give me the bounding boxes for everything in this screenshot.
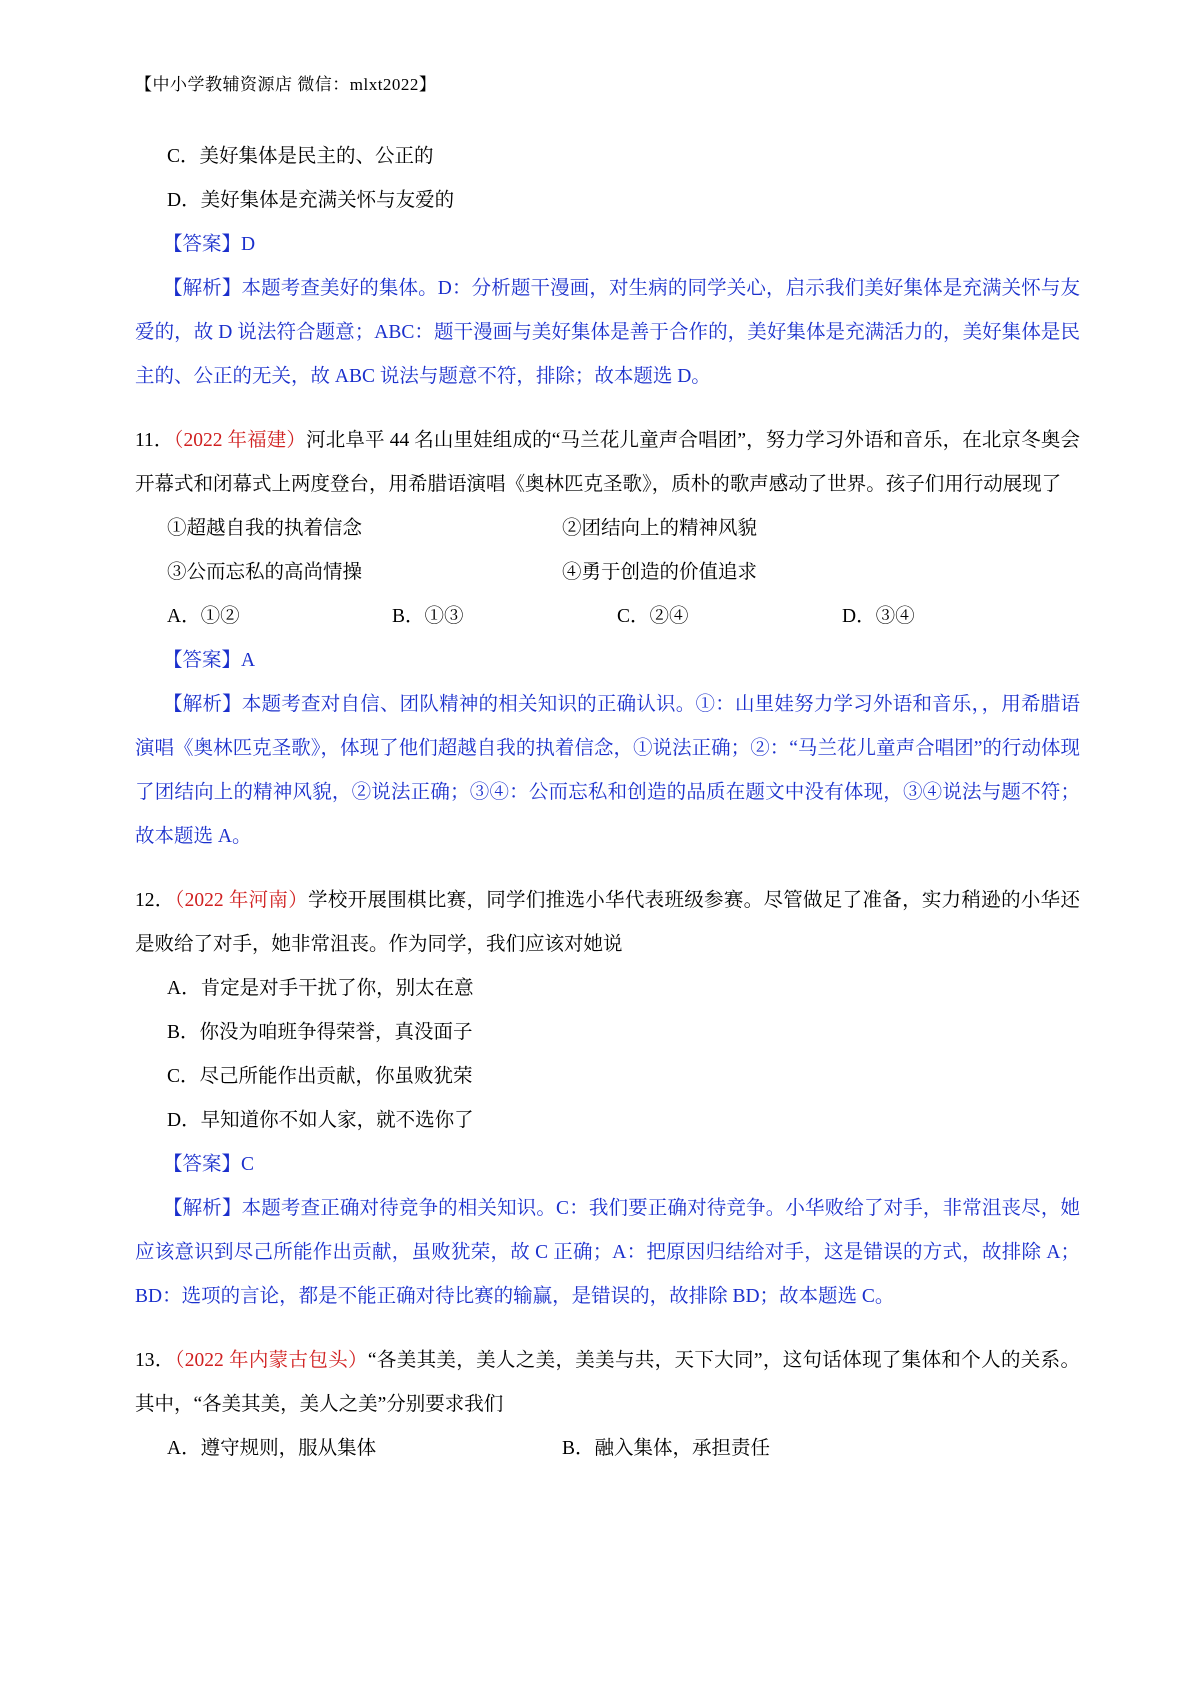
explanation-text: 本题考查正确对待竞争的相关知识。C：我们要正确对待竞争。小华败给了对手，非常沮丧尽，她应该意识到尽己所能作出贡献，虽败犹荣，故 C 正确；A：把原因归结给对手，这是错误的方式，故排除 A；BD：选项的言论，都是不能正确对待比赛的输赢，是错误的，故排除 BD；故本题选 C。 xyxy=(135,1198,1080,1307)
explanation-label: 【解析】 xyxy=(163,278,242,299)
question-11-item-2: ②团结向上的精神风貌 xyxy=(562,518,758,539)
question-12-text: 学校开展围棋比赛，同学们推选小华代表班级参赛。尽管做足了准备，实力稍逊的小华还是败给了对手，她非常沮丧。作为同学，我们应该对她说 xyxy=(135,890,1080,955)
question-13-text: “各美其美，美人之美，美美与共，天下大同”，这句话体现了集体和个人的关系。其中，“各美其美，美人之美”分别要求我们 xyxy=(135,1350,1080,1415)
question-11-option-b: B．①③ xyxy=(392,606,464,627)
question-11-item-4: ④勇于创造的价值追求 xyxy=(562,562,758,583)
question-12-number: 12． xyxy=(135,890,175,911)
question-10-option-c: C．美好集体是民主的、公正的 xyxy=(167,146,434,167)
explanation-label: 【解析】 xyxy=(163,694,242,715)
question-13-options xyxy=(135,1427,1080,1471)
question-11-source: （2022 年福建） xyxy=(173,430,307,451)
question-12-answer: 【答案】C xyxy=(163,1154,255,1175)
question-12-explanation xyxy=(135,1187,1080,1319)
question-12-source: （2022 年河南） xyxy=(174,890,309,911)
question-11-items-row-1 xyxy=(135,507,1080,551)
question-13-option-b: B．融入集体，承担责任 xyxy=(562,1438,771,1459)
question-13-stem xyxy=(135,1339,1080,1427)
question-11-option-a: A．①② xyxy=(167,606,240,627)
question-13-source: （2022 年内蒙古包头） xyxy=(174,1350,368,1371)
question-11-number: 11． xyxy=(135,430,174,451)
question-11-items-row-2 xyxy=(135,551,1080,595)
explanation-label: 【解析】 xyxy=(163,1198,242,1219)
question-11-item-3: ③公而忘私的高尚情操 xyxy=(167,562,363,583)
question-12-option-a: A．肯定是对手干扰了你，别太在意 xyxy=(167,978,474,999)
question-11-text: 河北阜平 44 名山里娃组成的“马兰花儿童声合唱团”，努力学习外语和音乐，在北京冬奥会开幕式和闭幕式上两度登台，用希腊语演唱《奥林匹克圣歌》，质朴的歌声感动了世界。孩子们用行动展现了 xyxy=(135,430,1081,495)
question-11-item-1: ①超越自我的执着信念 xyxy=(167,518,363,539)
question-11-option-d: D．③④ xyxy=(842,606,915,627)
question-11-option-c: C．②④ xyxy=(617,606,689,627)
question-11-answer: 【答案】A xyxy=(163,650,256,671)
question-13-number: 13． xyxy=(135,1350,175,1371)
question-11-stem xyxy=(135,419,1080,507)
question-11-explanation xyxy=(135,683,1080,859)
explanation-text: 本题考查美好的集体。D：分析题干漫画，对生病的同学关心，启示我们美好集体是充满关怀与友爱的，故 D 说法符合题意；ABC：题干漫画与美好集体是善于合作的，美好集体是充满活力的，美好集体是民主的、公正的无关，故 ABC 说法与题意不符，排除；故本题选 D。 xyxy=(135,278,1080,387)
question-10-answer: 【答案】D xyxy=(163,234,256,255)
question-12-option-c: C．尽己所能作出贡献，你虽败犹荣 xyxy=(167,1066,473,1087)
question-10-explanation xyxy=(135,267,1080,399)
watermark-text: 【中小学教辅资源店 微信：mlxt2022】 xyxy=(135,75,437,94)
question-12-stem xyxy=(135,879,1080,967)
question-12-option-d: D．早知道你不如人家，就不选你了 xyxy=(167,1110,474,1131)
explanation-text: 本题考查对自信、团队精神的相关知识的正确认识。①：山里娃努力学习外语和音乐，，用希腊语演唱《奥林匹克圣歌》，体现了他们超越自我的执着信念，①说法正确；②：“马兰花儿童声合唱团”的行动体现了团结向上的精神风貌，②说法正确；③④：公而忘私和创造的品质在题文中没有体现，③④说法与题不符；故本题选 A。 xyxy=(135,694,1080,847)
question-12-option-b: B．你没为咱班争得荣誉，真没面子 xyxy=(167,1022,473,1043)
question-10-option-d: D．美好集体是充满关怀与友爱的 xyxy=(167,190,455,211)
question-13-option-a: A．遵守规则，服从集体 xyxy=(167,1438,377,1459)
question-11-options xyxy=(135,595,1080,639)
